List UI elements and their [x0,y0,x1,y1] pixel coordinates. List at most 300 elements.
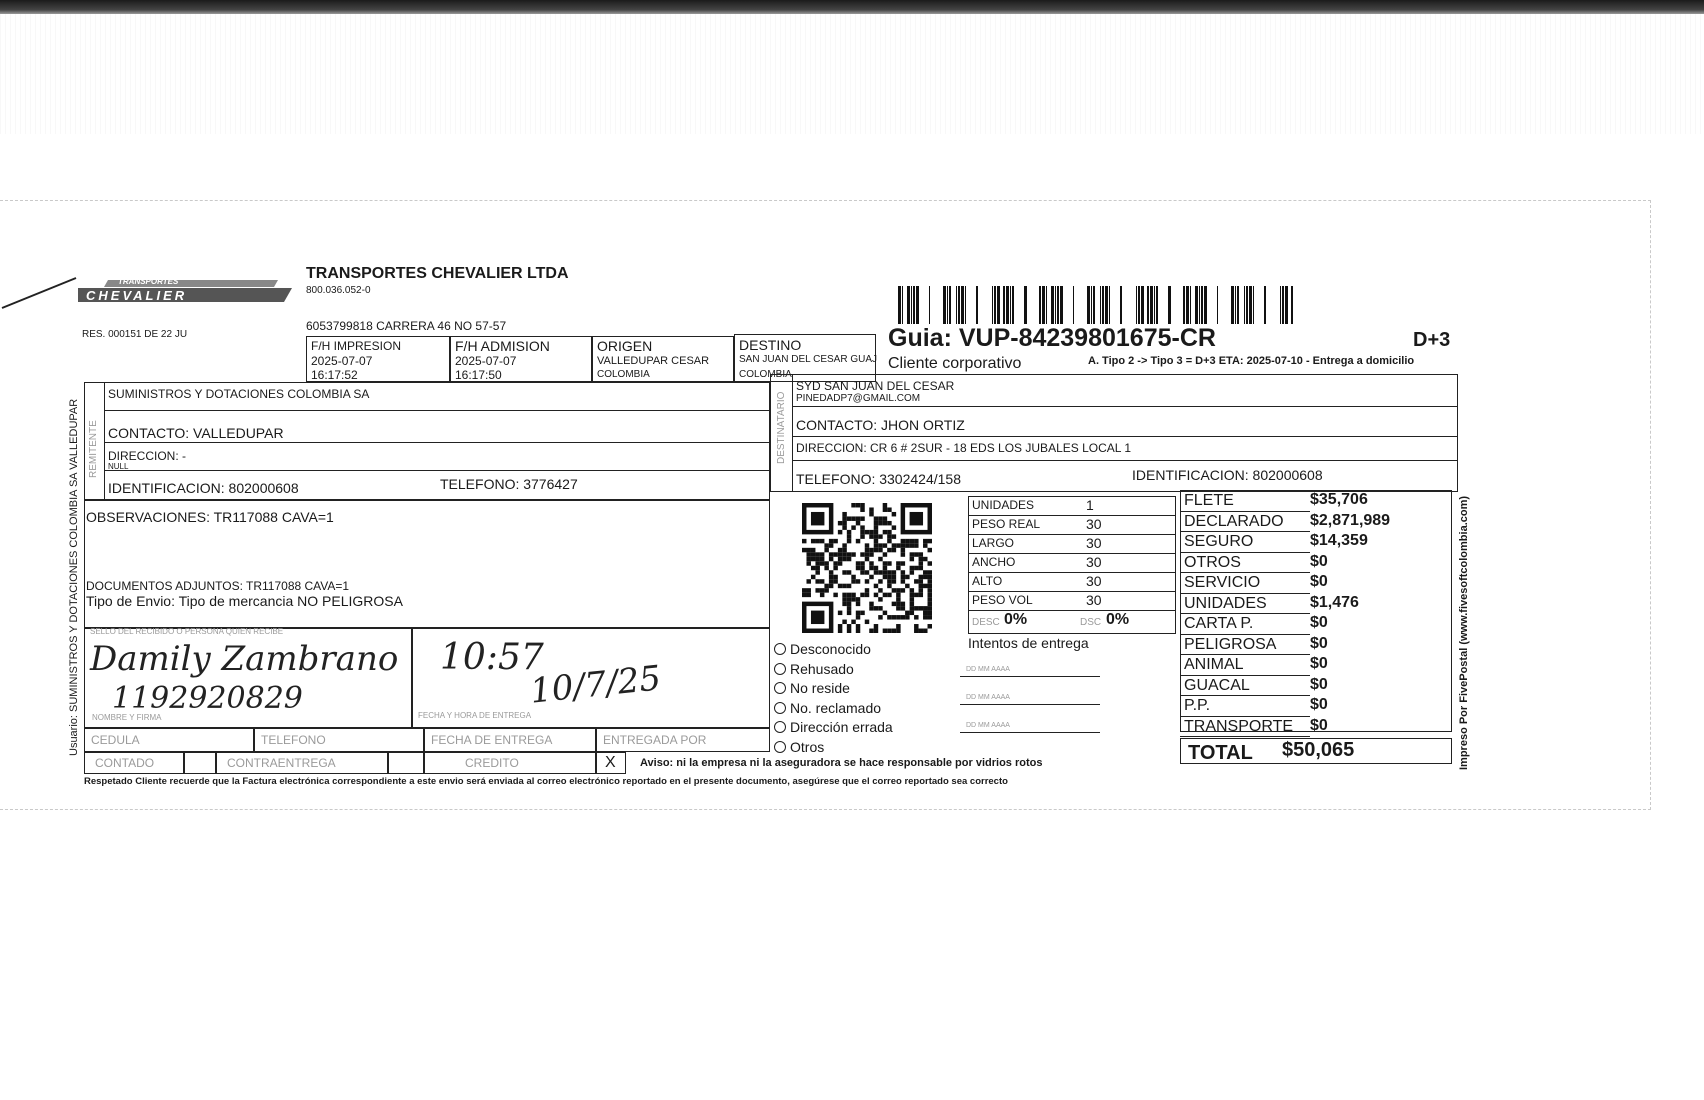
qr-module [878,597,882,601]
qr-module [856,521,860,525]
qr-module [833,593,837,597]
qr-module [923,629,927,633]
qr-module [919,584,923,588]
qr-module [851,552,855,556]
qr-module [851,620,855,624]
costo-label: FLETE [1184,492,1234,509]
qr-module [811,512,824,525]
service-level: D+3 [1413,329,1451,351]
barcode-bar [1204,286,1207,324]
costo-label: DECLARADO [1184,512,1284,530]
barcode-bar [1253,286,1254,324]
qr-module [892,575,896,579]
qr-module [820,579,824,583]
barcode-bar [1093,286,1095,324]
costo-value: $0 [1310,573,1328,590]
qr-module [914,615,918,619]
qr-module [901,588,905,592]
qr-module [901,561,905,565]
qr-module [824,548,828,552]
barcode-bar [1042,286,1045,324]
novedad-option[interactable] [774,642,871,656]
qr-module [820,593,824,597]
fecha-entrega-label: FECHA Y HORA DE ENTREGA [418,711,532,720]
qr-module [883,629,887,633]
barcode-bar [1012,286,1014,324]
medida-label: LARGO [972,536,1015,550]
barcode-bar [1280,286,1281,324]
novedad-option[interactable] [774,681,850,695]
qr-module [928,606,932,610]
barcode-bar [1010,286,1011,324]
qr-module [824,566,828,570]
qr-module [815,561,819,565]
qr-module [860,503,864,507]
barcode-bar [943,286,946,324]
qr-module [887,521,891,525]
intento-line[interactable] [960,704,1100,705]
qr-module [874,606,878,610]
qr-module [874,516,878,520]
costo-row-line [1180,695,1310,696]
qr-module [919,566,923,570]
costo-label: CARTA P. [1184,615,1254,632]
costo-value: $0 [1310,655,1328,672]
qr-module [806,552,810,556]
contraentrega-field [216,752,388,774]
remitente-side-label: REMITENTE [88,420,99,478]
qr-module [896,561,900,565]
origen-country: COLOMBIA [597,369,650,380]
barcode-bar [1237,286,1239,324]
qr-module [896,624,900,628]
qr-module [869,575,873,579]
qr-module [914,552,918,556]
qr-module [829,575,833,579]
radio-icon[interactable] [774,643,786,655]
qr-module [820,561,824,565]
qr-module [887,561,891,565]
costo-row-line [1180,736,1310,737]
qr-module [883,507,887,511]
medida-value: 1 [1086,497,1094,513]
qr-module [905,575,909,579]
qr-module [892,548,896,552]
impresion-date: 2025-07-07 [311,354,373,368]
qr-module [838,624,842,628]
destinatario-telefono: TELEFONO: 3302424/158 [796,471,961,487]
admision-date: 2025-07-07 [455,354,517,368]
qr-module [860,561,864,565]
destinatario-row-2 [792,436,1458,437]
barcode-bar [1264,286,1266,324]
costo-label: UNIDADES [1184,594,1267,612]
origen-city: VALLEDUPAR CESAR [597,355,710,367]
side-left-text: Usuario: SUMINISTROS Y DOTACIONES COLOMBIA SA VALLEDUPAR [68,398,80,756]
qr-module [842,557,846,561]
qr-module [847,530,851,534]
intento-line[interactable] [960,676,1100,677]
qr-module [928,579,932,583]
qr-module [887,575,891,579]
barcode-bar [1024,286,1027,324]
qr-module [842,593,846,597]
qr-module [829,570,833,574]
qr-module [865,543,869,547]
qr-module [847,624,851,628]
qr-module [865,620,869,624]
costo-row-line [1180,613,1310,614]
qr-module [802,548,806,552]
qr-module [923,611,927,615]
qr-module [874,539,878,543]
costo-row-line [1180,552,1310,553]
novedad-option[interactable] [774,720,893,734]
qr-module [851,516,855,520]
qr-module [833,552,837,556]
qr-module [901,539,905,543]
qr-module [851,597,855,601]
barcode-bar [1282,286,1284,324]
qr-module [883,503,887,507]
qr-module [851,579,855,583]
qr-module [914,593,918,597]
qr-module [869,507,873,511]
qr-module [869,534,873,538]
qr-module [910,597,914,601]
qr-module [842,543,846,547]
remitente-contacto: CONTACTO: VALLEDUPAR [108,425,284,441]
qr-module [811,566,815,570]
logo-small-text: TRANSPORTES [118,277,179,286]
barcode-bar [1154,286,1155,324]
novedad-option[interactable] [774,662,854,676]
costo-value: $0 [1310,716,1328,734]
qr-module [928,611,932,615]
qr-module [910,557,914,561]
novedad-label: No. reclamado [790,699,882,716]
medida-row-line [968,591,1176,592]
qr-module [865,530,869,534]
qr-module [928,570,932,574]
qr-module [811,539,815,543]
barcode-bar [1046,286,1047,324]
remitente-divider [104,382,105,500]
radio-icon[interactable] [774,741,786,753]
qr-module [887,615,891,619]
qr-module [806,579,810,583]
qr-module [878,588,882,592]
qr-module [896,615,900,619]
novedad-option[interactable] [774,701,881,715]
entrega-date: 10/7/25 [528,658,663,712]
credito-mark: X [605,754,616,771]
qr-module [914,539,918,543]
company-logo [78,276,292,304]
impresion-box [306,336,450,382]
costo-label: SEGURO [1184,533,1254,550]
qr-module [869,512,873,516]
barcode-bar [1006,286,1009,324]
qr-module [896,593,900,597]
qr-module [910,602,914,606]
qr-module [874,593,878,597]
radio-icon[interactable] [774,721,786,733]
qr-module [869,552,873,556]
costo-row-line [1180,531,1310,532]
costo-label: ANIMAL [1184,656,1244,673]
barcode-bar [1073,286,1074,324]
destinatario-identificacion: IDENTIFICACION: 802000608 [1132,467,1323,483]
qr-module [892,602,896,606]
qr-module [878,521,882,525]
dsc-value: 0% [1106,611,1130,628]
costo-value: $0 [1310,634,1328,652]
qr-module [896,543,900,547]
barcode-bar [1147,286,1149,324]
qr-module [856,539,860,543]
intento-line[interactable] [960,732,1100,733]
qr-module [901,606,905,610]
origen-label: ORIGEN [597,338,653,354]
qr-module [928,602,932,606]
qr-module [842,570,846,574]
barcode-bar [1087,286,1090,324]
fecha-field [424,728,596,752]
cedula-label: CEDULA [91,733,140,747]
qr-module [874,530,878,534]
barcode-bar [1120,286,1122,324]
qr-module [910,539,914,543]
novedad-option[interactable] [774,740,824,754]
intentos-label: Intentos de entrega [968,635,1089,651]
admision-box [450,336,592,382]
destinatario-contacto: CONTACTO: JHON ORTIZ [796,417,965,433]
qr-module [829,552,833,556]
costo-row-line [1180,654,1310,655]
qr-module [914,624,918,628]
destino-city: SAN JUAN DEL CESAR GUAJ [739,354,877,365]
barcode-bar [1231,286,1234,324]
qr-module [824,543,828,547]
qr-module [860,552,864,556]
qr-module [887,530,891,534]
qr-module [815,557,819,561]
contado-label: CONTADO [95,756,155,770]
qr-module [811,548,815,552]
qr-module [887,629,891,633]
costo-label: GUACAL [1184,676,1250,694]
medida-row-line [968,515,1176,516]
radio-icon[interactable] [774,702,786,714]
qr-module [878,570,882,574]
qr-module [901,548,905,552]
resolution-text: RES. 000151 DE 22 JU [82,329,188,340]
qr-module [838,530,842,534]
barcode-bar [1156,286,1158,324]
qr-module [901,579,905,583]
company-name: TRANSPORTES CHEVALIER LTDA [306,265,569,282]
qr-module [923,615,927,619]
barcode-bar [911,286,912,324]
qr-module [887,584,891,588]
qr-module [923,584,927,588]
intento-field-label: DD MM AAAA [966,694,1010,701]
remitente-identificacion: IDENTIFICACION: 802000608 [108,480,299,496]
qr-module [919,629,923,633]
medida-row-line [968,610,1176,611]
contraentrega-label: CONTRAENTREGA [227,756,336,770]
client-type: Cliente corporativo [888,355,1022,372]
costo-label: OTROS [1184,553,1241,571]
qr-module [878,516,882,520]
qr-module [896,602,900,606]
qr-module [905,584,909,588]
qr-module [887,539,891,543]
qr-module [811,552,815,556]
guia-number: Guia: VUP-84239801675-CR [888,324,1216,352]
qr-module [878,543,882,547]
qr-module [905,543,909,547]
barcode-bar [949,286,951,324]
qr-module [910,606,914,610]
impresion-time: 16:17:52 [311,368,358,382]
qr-module [874,548,878,552]
qr-module [869,629,873,633]
qr-module [847,539,851,543]
qr-module [892,588,896,592]
qr-module [928,584,932,588]
qr-module [883,521,887,525]
qr-module [901,602,905,606]
qr-module [905,615,909,619]
credito-check [596,752,626,774]
barcode-bar [1091,286,1092,324]
qr-module [923,557,927,561]
radio-icon[interactable] [774,663,786,675]
qr-module [833,575,837,579]
qr-module [847,584,851,588]
radio-icon[interactable] [774,682,786,694]
qr-module [874,521,878,525]
qr-module [842,548,846,552]
barcode-bar [961,286,964,324]
barcode-bar [1057,286,1059,324]
qr-module [883,543,887,547]
logo-big-text: CHEVALIER [86,288,188,303]
qr-module [847,516,851,520]
costo-value: $0 [1310,552,1328,570]
dsc-label: DSC [1080,617,1102,628]
costo-row-line [1180,593,1310,594]
barcode-bar [1003,286,1005,324]
qr-module [829,579,833,583]
barcode-bar [1109,286,1110,324]
qr-module [869,548,873,552]
qr-module [820,557,824,561]
qr-code [802,503,934,633]
qr-module [860,525,864,529]
qr-module [865,570,869,574]
barcode-bar [1217,286,1218,324]
barcode-bar [947,286,948,324]
medida-value: 30 [1086,535,1102,551]
qr-module [923,575,927,579]
qr-module [928,588,932,592]
desc-label: DESC [972,617,1000,628]
qr-module [815,570,819,574]
costo-value: $35,706 [1310,491,1368,508]
qr-module [856,629,860,633]
qr-module [923,539,927,543]
qr-module [869,566,873,570]
qr-module [856,516,860,520]
recibido-label: SELLO DEL RECIBIDO O PERSONA QUIEN RECIBE [90,627,284,636]
barcode-bar [1138,286,1140,324]
qr-module [874,584,878,588]
qr-module [860,516,864,520]
costo-row-line [1180,634,1310,635]
barcode-bar [1105,286,1108,324]
qr-module [829,539,833,543]
qr-module [838,557,842,561]
barcode-bar [1186,286,1189,324]
barcode-bar [929,286,930,324]
company-address: 6053799818 CARRERA 46 NO 57-57 [306,319,507,333]
qr-module [910,566,914,570]
medida-value: 30 [1086,592,1102,608]
costo-row-line [1180,572,1310,573]
qr-module [874,624,878,628]
qr-module [887,507,891,511]
qr-module [820,588,824,592]
qr-module [892,534,896,538]
qr-module [883,516,887,520]
qr-module [883,566,887,570]
costo-label: PELIGROSA [1184,635,1277,653]
qr-module [887,579,891,583]
intento-field-label: DD MM AAAA [966,722,1010,729]
costo-value: $0 [1310,675,1328,693]
medida-value: 30 [1086,573,1102,589]
remitente-telefono: TELEFONO: 3776427 [440,476,578,492]
qr-module [829,584,833,588]
medida-row-line [968,553,1176,554]
qr-module [838,552,842,556]
barcode-bar [1100,286,1101,324]
qr-module [919,561,923,565]
destinatario-email: PINEDADP7@GMAIL.COM [796,393,921,404]
qr-module [869,530,873,534]
qr-module [829,557,833,561]
qr-module [865,548,869,552]
qr-module [892,615,896,619]
barcode-bar [1039,286,1041,324]
fecha-label: FECHA DE ENTREGA [431,733,553,747]
qr-module [842,521,846,525]
costo-value: $1,476 [1310,593,1359,611]
qr-module [842,552,846,556]
costo-value: $0 [1310,696,1328,713]
medida-label: UNIDADES [972,498,1035,512]
qr-module [869,602,873,606]
qr-module [883,570,887,574]
qr-module [923,606,927,610]
credito-label: CREDITO [465,756,519,770]
recibido-signature-name: Damily Zambrano [90,639,399,679]
qr-module [865,588,869,592]
qr-module [878,615,882,619]
